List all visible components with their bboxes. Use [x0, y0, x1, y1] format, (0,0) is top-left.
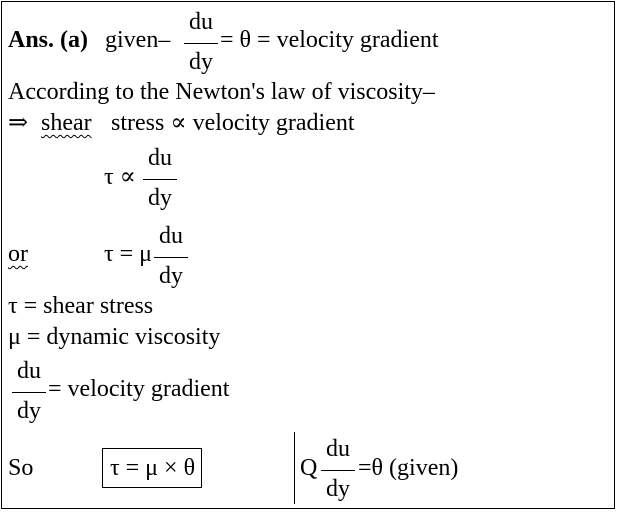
final-given: =θ (given) — [358, 455, 459, 481]
answer-label: Ans. (a) — [8, 27, 89, 53]
given-fraction — [184, 10, 218, 74]
result-equation: τ = μ × θ — [110, 455, 196, 481]
eq2-lhs: τ = μ — [104, 241, 153, 267]
eq1-numerator: du — [148, 145, 172, 171]
fraction-bar — [184, 43, 218, 44]
given-numerator: du — [189, 9, 213, 35]
final-numerator: du — [326, 436, 350, 462]
gradient-fraction — [12, 359, 46, 423]
divider-line — [294, 432, 295, 504]
implies-arrow: ⇒ — [8, 110, 29, 136]
eq2-fraction — [154, 224, 188, 288]
eq1-lhs: τ ∝ — [104, 164, 136, 190]
eq2-numerator: du — [159, 223, 183, 249]
eq2-denominator: dy — [159, 263, 183, 289]
fraction-bar — [143, 179, 177, 180]
given-text: given– — [105, 27, 171, 53]
because-symbol: Q — [300, 455, 318, 481]
given-definition: = θ = velocity gradient — [220, 27, 439, 53]
mu-definition: μ = dynamic viscosity — [8, 324, 221, 350]
eq1-denominator: dy — [148, 185, 172, 211]
answer-frame — [1, 1, 615, 509]
or-label: or — [8, 241, 28, 267]
newton-law-heading: According to the Newton's law of viscosity– — [8, 79, 435, 105]
proportionality-statement: stress ∝ velocity gradient — [111, 110, 355, 136]
eq1-fraction — [143, 146, 177, 210]
gradient-denominator: dy — [17, 398, 41, 424]
gradient-definition: = velocity gradient — [48, 376, 230, 402]
given-denominator: dy — [189, 49, 213, 75]
final-fraction — [321, 437, 355, 501]
so-label: So — [8, 455, 34, 481]
shear-word: shear — [41, 110, 92, 136]
final-denominator: dy — [326, 476, 350, 502]
fraction-bar — [321, 470, 355, 471]
fraction-bar — [12, 392, 46, 393]
fraction-bar — [154, 257, 188, 258]
tau-definition: τ = shear stress — [8, 293, 154, 319]
gradient-numerator: du — [17, 358, 41, 384]
result-box — [102, 448, 202, 488]
